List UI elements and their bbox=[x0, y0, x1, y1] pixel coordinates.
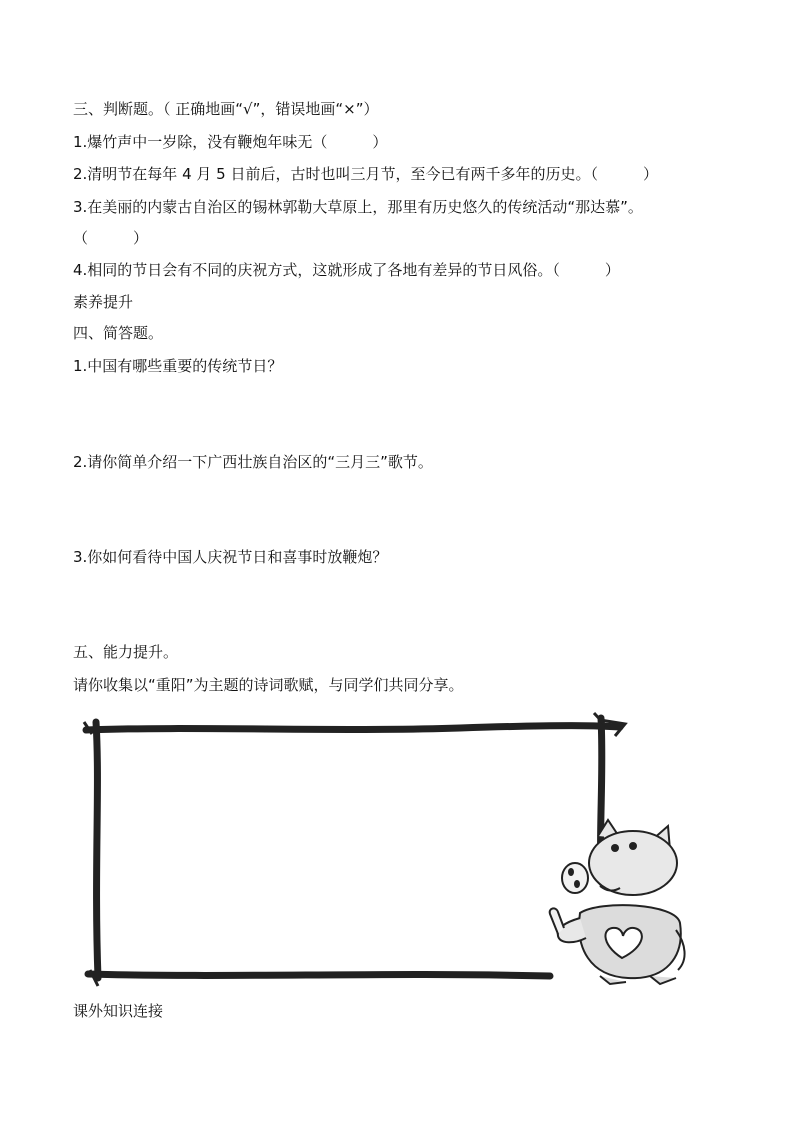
section3-question-3-blank: （ ） bbox=[73, 229, 149, 247]
section5-prompt: 请你收集以“重阳”为主题的诗词歌赋，与同学们共同分享。 bbox=[73, 676, 464, 694]
section5-heading: 五、能力提升。 bbox=[73, 643, 179, 661]
section4-question-2: 2.请你简单介绍一下广西壮族自治区的“三月三”歌节。 bbox=[73, 453, 433, 471]
section4-question-1: 1.中国有哪些重要的传统节日？ bbox=[73, 357, 283, 375]
pig-mascot-icon bbox=[550, 820, 685, 984]
sub-heading-literacy: 素养提升 bbox=[73, 293, 134, 311]
answer-frame bbox=[80, 708, 700, 990]
section3-heading: 三、判断题。（ 正确地画“√”，错误地画“×”） bbox=[73, 100, 379, 118]
section3-question-2: 2.清明节在每年 4 月 5 日前后，古时也叫三月节，至今已有两千多年的历史。（ ） bbox=[73, 165, 658, 183]
footer-heading: 课外知识连接 bbox=[73, 1002, 164, 1020]
section4-heading: 四、简答题。 bbox=[73, 324, 164, 342]
hand-drawn-frame-icon bbox=[80, 708, 700, 990]
section4-question-3: 3.你如何看待中国人庆祝节日和喜事时放鞭炮？ bbox=[73, 548, 388, 566]
section3-question-3: 3.在美丽的内蒙古自治区的锡林郭勒大草原上，那里有历史悠久的传统活动“那达慕”。 bbox=[73, 198, 643, 216]
section3-question-4: 4.相同的节日会有不同的庆祝方式，这就形成了各地有差异的节日风俗。（ ） bbox=[73, 261, 620, 279]
section3-question-1: 1.爆竹声中一岁除，没有鞭炮年味无（ ） bbox=[73, 133, 388, 151]
